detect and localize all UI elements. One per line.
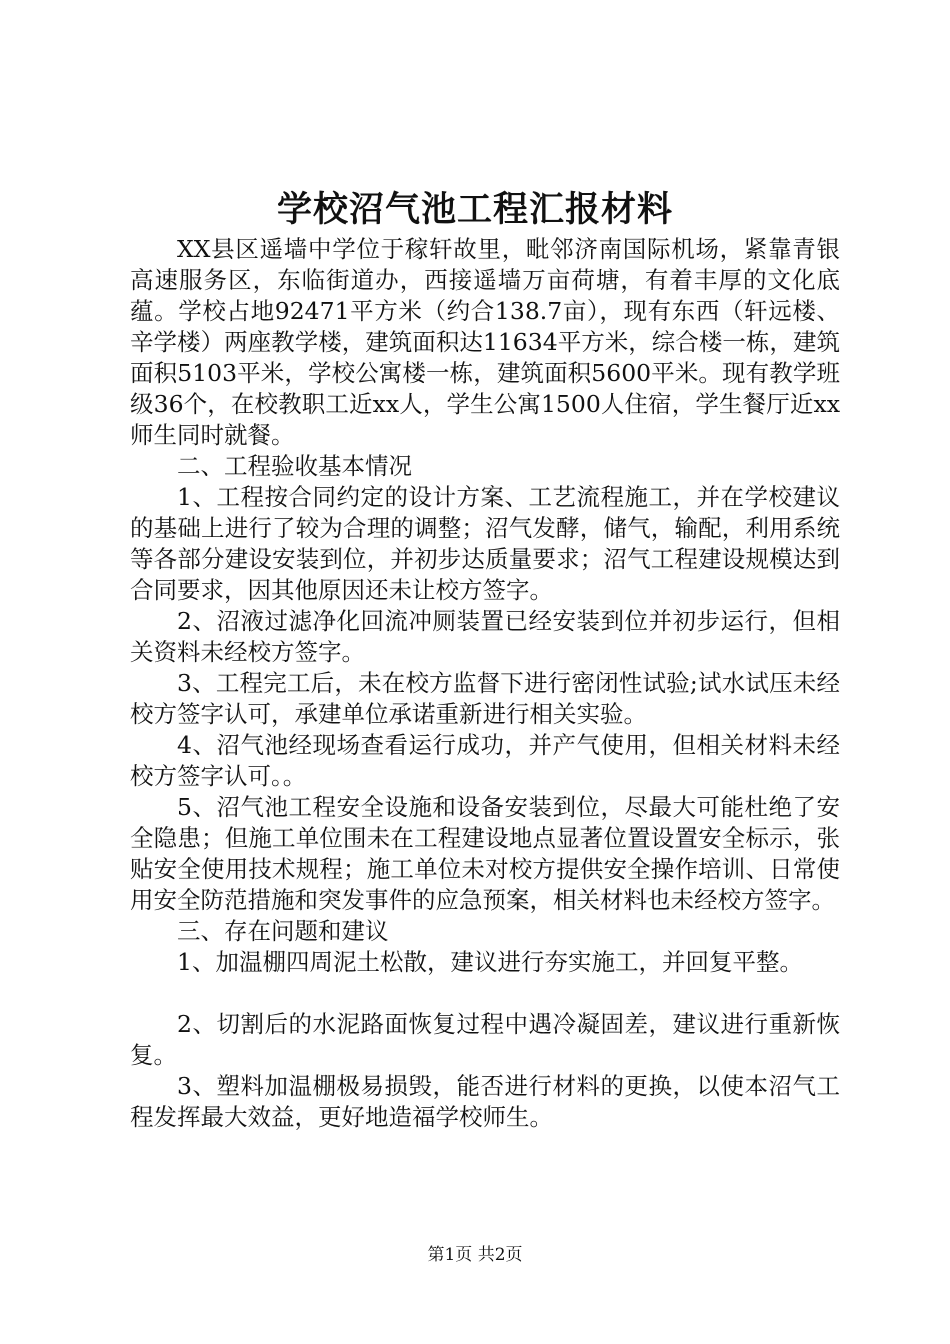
acceptance-item-3: 3、工程完工后，未在校方监督下进行密闭性试验;试水试压未经校方签字认可，承建单位承诺重新进行相关实验。 [130,669,840,728]
page-number-footer: 第1页 共2页 [427,1245,523,1265]
issue-item-1: 1、加温棚四周泥土松散，建议进行夯实施工，并回复平整。 [177,948,803,976]
acceptance-item-2: 2、沼液过滤净化回流冲厕装置已经安装到位并初步运行，但相关资料未经校方签字。 [130,607,840,666]
section-heading-acceptance: 二、工程验收基本情况 [177,452,412,480]
section-heading-issues: 三、存在问题和建议 [177,917,389,945]
acceptance-item-5: 5、沼气池工程安全设施和设备安装到位，尽最大可能杜绝了安全隐患；但施工单位围未在工程建设地点显著位置设置安全标示，张贴安全使用技术规程；施工单位未对校方提供安全操作培训、日常使用安全防范措施和突发事件的应急预案，相关材料也未经校方签字。 [130,793,840,914]
document-title: 学校沼气池工程汇报材料 [276,189,673,230]
issue-item-2: 2、切割后的水泥路面恢复过程中遇冷凝固差，建议进行重新恢复。 [130,1010,840,1069]
intro-paragraph: XX县区遥墙中学位于稼轩故里，毗邻济南国际机场，紧靠青银高速服务区，东临街道办，西接遥墙万亩荷塘，有着丰厚的文化底蕴。学校占地92471平方米（约合138.7亩），现有东西（轩远楼、辛学楼）两座教学楼，建筑面积达11634平方米，综合楼一栋，建筑面积5103平米，学校公寓楼一栋，建筑面积5600平米。现有教学班级36个，在校教职工近xx人，学生公寓1500人住宿，学生餐厅近xx师生同时就餐。 [130,235,840,449]
blank-line [130,978,840,1009]
acceptance-item-4: 4、沼气池经现场查看运行成功，并产气使用，但相关材料未经校方签字认可。。 [130,731,840,790]
issue-item-3: 3、塑料加温棚极易损毁，能否进行材料的更换，以使本沼气工程发挥最大效益，更好地造福学校师生。 [130,1072,840,1131]
document-body [130,234,840,1133]
acceptance-item-1: 1、工程按合同约定的设计方案、工艺流程施工，并在学校建议的基础上进行了较为合理的调整；沼气发酵，储气，输配，利用系统等各部分建设安装到位，并初步达质量要求；沼气工程建设规模达到合同要求，因其他原因还未让校方签字。 [130,483,840,604]
